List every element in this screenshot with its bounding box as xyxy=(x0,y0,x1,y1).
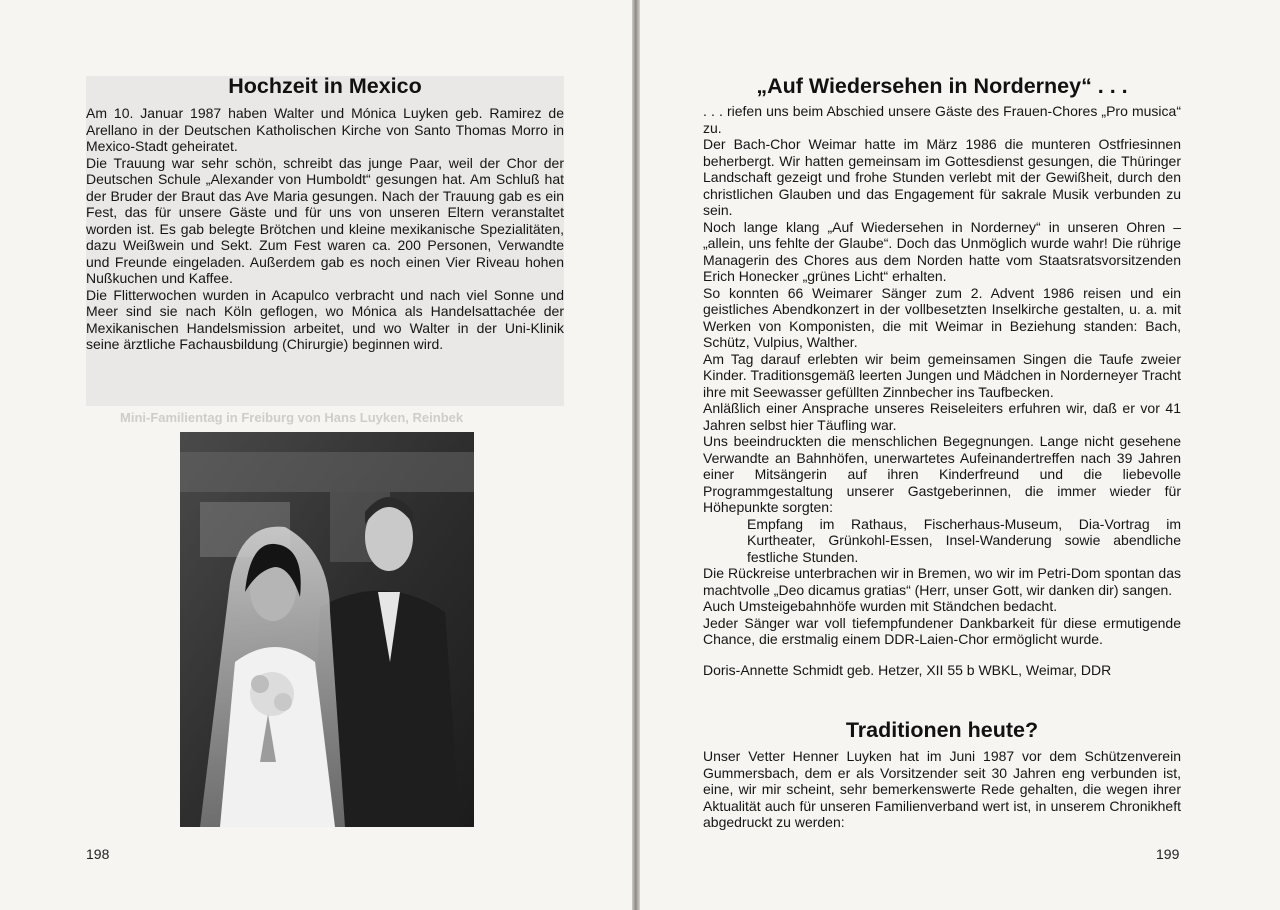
page-number: 198 xyxy=(86,846,110,862)
paragraph: Unser Vetter Henner Luyken hat im Juni 1987 vor dem Schützenverein Gummersbach, dem er als Vorsitzender seit 30 Jahren eng verbunden ist, eine, wir mir scheint, sehr bemerkenswerte Rede gehalten, die wegen ihrer Aktualität auch für unseren Familienverband wert ist, in unserem Chronikheft abgedruckt zu werden: xyxy=(703,748,1181,830)
article-body-2 xyxy=(703,748,1181,831)
paragraph: Am 10. Januar 1987 haben Walter und Mónica Luyken geb. Ramirez de Arellano in der Deutschen Katholischen Kirche von Santo Thomas Morro in Mexico-Stadt geheiratet. xyxy=(86,105,564,154)
paragraph: So konnten 66 Weimarer Sänger zum 2. Advent 1986 reisen und ein geistliches Abendkonzert in der vollbesetzten Inselkirche gestalten, u. a. mit Werken von Komponisten, die mit Weimar in Beziehung standen: Bach, Schütz, Vulpius, Walther. xyxy=(703,284,1181,350)
paragraph: Uns beeindruckten die menschlichen Begegnungen. Lange nicht gesehene Verwandte an Bahnhöfen, unerwartetes Aufeinandertreffen nach 39 Jahren einer Mitsängerin auf ihren Kinderfreund und die liebevolle Programmgestaltung unserer Gastgeberinnen, die immer wieder für Höhepunkte sorgten: xyxy=(703,433,1181,515)
article-body xyxy=(86,105,564,353)
signature: Doris-Annette Schmidt geb. Hetzer, XII 55 b WBKL, Weimar, DDR xyxy=(703,661,1112,678)
show-through-text-left xyxy=(86,436,176,826)
paragraph: Der Bach-Chor Weimar hatte im März 1986 die munteren Ostfriesinnen beherbergt. Wir hatten gemeinsam im Gottesdienst gesungen, die Thüringer Landschaft gezeigt und frohe Stunden verlebt mit der Gewißheit, durch den christlichen Glauben und das Engagement für sakrale Musik verbunden zu sein. xyxy=(703,136,1181,218)
article-title-2: Traditionen heute? xyxy=(845,718,1039,742)
paragraph: Auch Umsteigebahnhöfe wurden mit Ständchen bedacht. xyxy=(703,598,1058,614)
page-number: 199 xyxy=(1156,846,1180,862)
article-title: „Auf Wiedersehen in Norderney“ . . . xyxy=(756,74,1128,98)
paragraph: Am Tag darauf erlebten wir beim gemeinsamen Singen die Taufe zweier Kinder. Traditionsgemäß leerten Jungen und Mädchen in Norderneyer Tracht ihre mit Seewasser gefüllten Zinnbecher ins Taufbecken. xyxy=(703,350,1181,400)
right-page xyxy=(636,0,1280,910)
paragraph: Anläßlich einer Ansprache unseres Reiseleiters erfuhren wir, daß er vor 41 Jahren selbst hier Täufling war. xyxy=(703,400,1181,433)
paragraph: . . . riefen uns beim Abschied unsere Gäste des Frauen-Chores „Pro musica“ zu. xyxy=(703,103,1181,136)
paragraph: Die Trauung war sehr schön, schreibt das junge Paar, weil der Chor der Deutschen Schule „Alexander von Humboldt“ gesungen hat. Am Schluß hat der Bruder der Braut das Ave Maria gesungen. Nach der Trauung gab es ein Fest, das für unsere Gäste und für uns von unseren Eltern veranstaltet worden ist. Es gab belegte Brötchen und kleine mexikanische Spezialitäten, dazu Weißwein und Sekt. Zum Fest waren ca. 200 Personen, Verwandte und Freunde eingeladen. Außerdem gab es noch einen Vier Riveau hohen Nußkuchen und Kaffee. xyxy=(86,154,564,286)
indented-list: Empfang im Rathaus, Fischerhaus-Museum, Dia-Vortrag im Kurtheater, Grünkohl-Essen, Insel-Wanderung sowie abendliche festliche Stunden. xyxy=(747,515,1181,565)
paragraph: Die Rückreise unterbrachen wir in Bremen, wo wir im Petri-Dom spontan das machtvolle „Deo dicamus gratias“ (Herr, unser Gott, wir danken dir) sangen. xyxy=(703,565,1181,598)
left-page xyxy=(0,0,636,910)
paragraph: Die Flitterwochen wurden in Acapulco verbracht und nach viel Sonne und Meer sind sie nach Köln geflogen, wo Mónica als Handelsattachée der Mexikanischen Handelsmission arbeitet, und wo Walter in der Uni-Klinik seine ärztliche Fachausbildung (Chirurgie) beginnen wird. xyxy=(86,286,564,352)
show-through-caption: Mini-Familientag in Freiburg von Hans Luyken, Reinbek xyxy=(120,410,464,425)
article-body xyxy=(703,103,1181,678)
show-through-text-right xyxy=(478,436,564,826)
article-title: Hochzeit in Mexico xyxy=(228,74,422,98)
book-spine xyxy=(632,0,640,910)
paragraph: Noch lange klang „Auf Wiedersehen in Norderney“ in unseren Ohren – „allein, uns fehlte der Glaube“. Doch das Unmöglich wurde wahr! Die rührige Managerin des Chores aus dem Norden hatte vom Staatsratsvorsitzenden Erich Honecker „grünes Licht“ erhalten. xyxy=(703,218,1181,284)
wedding-photo xyxy=(180,432,474,827)
paragraph: Jeder Sänger war voll tiefempfundener Dankbarkeit für diese ermutigende Chance, die erstmalig einem DDR-Laien-Chor ermöglicht wurde. xyxy=(703,614,1181,647)
